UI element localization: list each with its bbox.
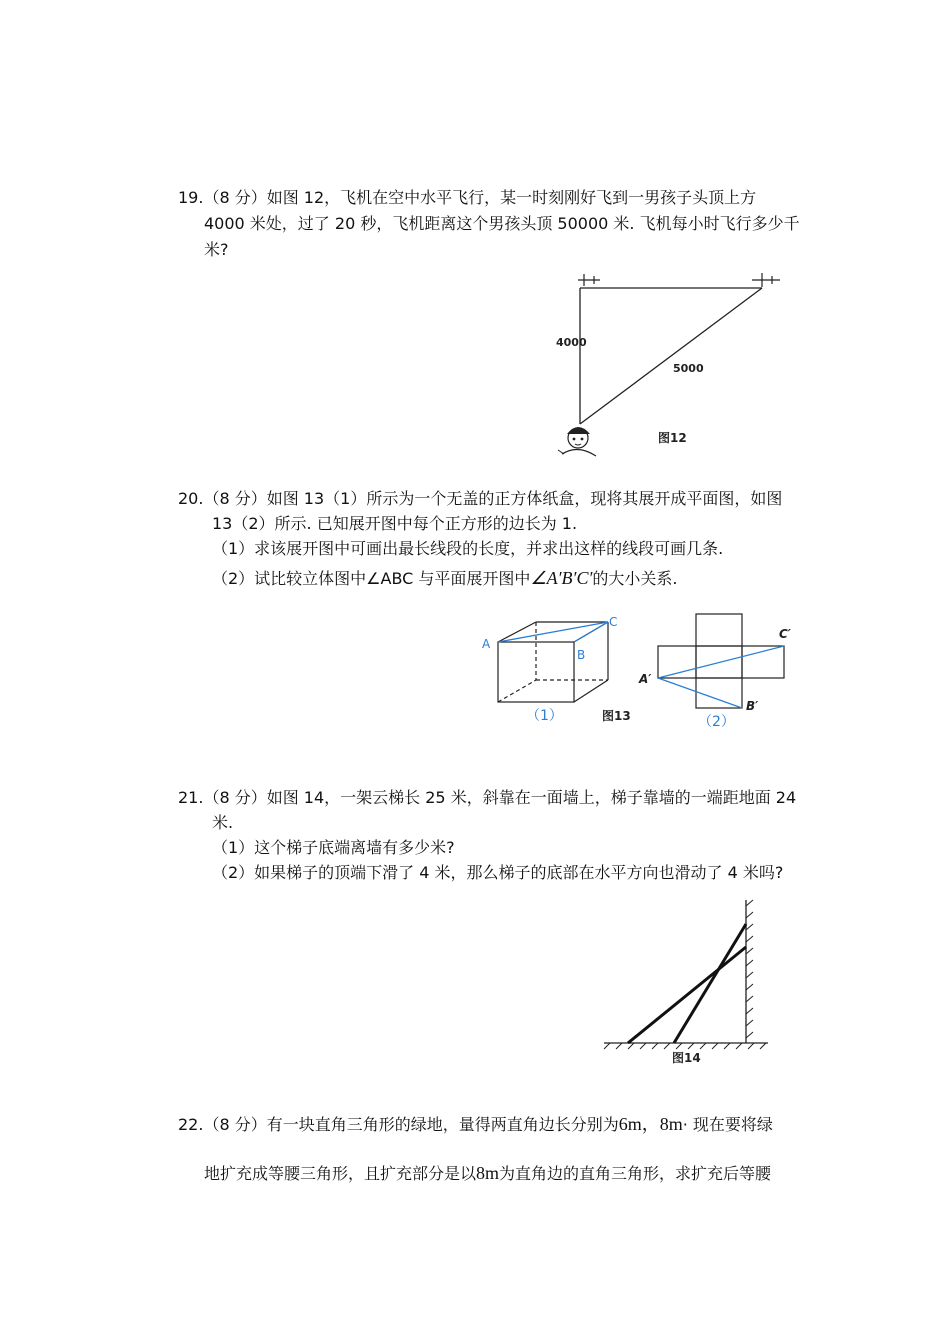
q22-line1-post: · 现在要将绿 [682,1115,773,1134]
figure-13 [478,608,808,738]
q22-line1-pre: 22.（8 分）有一块直角三角形的绿地，量得两直角边长分别为 [178,1115,619,1134]
net-label-c-prime: C′ [779,627,791,641]
cube-label-c: C [609,615,618,629]
fig12-hypotenuse [580,288,762,424]
q19-line2: 4000 米处，过了 20 秒，飞机距离这个男孩头顶 50000 米. 飞机每小时飞行多少千 [204,214,800,233]
fig12-caption: 图12 [658,431,687,445]
fig12-label-5000: 5000 [673,362,704,375]
ground-hatching [604,1043,766,1049]
q22-line2 [204,1161,771,1186]
q20-line3: （1）求该展开图中可画出最长线段的长度，并求出这样的线段可画几条. [212,539,724,558]
q20-line4 [212,566,677,591]
fig13-sub1: （1） [526,708,563,724]
cube-net [658,614,784,708]
q22-line2-pre: 地扩充成等腰三角形，且扩充部分是以 [204,1164,477,1183]
q21-line3: （1）这个梯子底端离墙有多少米? [212,838,455,857]
fig13-caption: 图13 [602,709,631,723]
q20-line4-pre: （2）试比较立体图中∠ABC 与平面展开图中 [212,569,531,588]
q22-8m: 8m [659,1114,683,1134]
q21-line2: 米. [212,813,234,832]
boy-icon [558,427,596,456]
fig12-label-4000: 4000 [556,336,587,349]
q20-line2: 13（2）所示. 已知展开图中每个正方形的边长为 1. [212,514,578,533]
q19-line1: 19.（8 分）如图 12，飞机在空中水平飞行，某一时刻刚好飞到一男孩子头顶上方 [178,188,757,207]
ladder-original [674,924,746,1043]
net-label-b-prime: B′ [746,699,759,713]
q19-line3: 米? [204,240,229,259]
ladder-slid [628,947,746,1043]
figure-12 [550,268,790,468]
figure-14 [598,892,778,1072]
q21-line4: （2）如果梯子的顶端下滑了 4 米，那么梯子的底部在水平方向也滑动了 4 米吗? [212,863,784,882]
fig14-caption: 图14 [672,1051,701,1065]
plane-icon [578,274,600,286]
fig13-sub2: （2） [698,714,735,730]
cube-label-b: B [577,648,586,662]
cube-label-a: A [482,637,491,651]
wall-hatching [746,900,753,1038]
cube-drawing [498,622,608,702]
q20-angle-math: ∠A′B′C′ [530,568,593,588]
net-line-a-b [658,678,742,708]
q20-line1: 20.（8 分）如图 13（1）所示为一个无盖的正方体纸盒，现将其展开成平面图，如图 [178,489,783,508]
q22-8m-second: 8m [476,1163,500,1183]
q21-line1: 21.（8 分）如图 14，一架云梯长 25 米，斜靠在一面墙上，梯子靠墙的一端距地面 24 [178,788,797,807]
net-label-a-prime: A′ [639,672,652,686]
plane-icon-2 [752,273,780,287]
q22-line2-post: 为直角边的直角三角形，求扩充后等腰 [499,1164,772,1183]
q22-line1 [178,1112,773,1137]
net-line-a-c [658,646,784,678]
q20-line4-post: 的大小关系. [592,569,678,588]
q22-6m: 6m， [618,1114,660,1134]
